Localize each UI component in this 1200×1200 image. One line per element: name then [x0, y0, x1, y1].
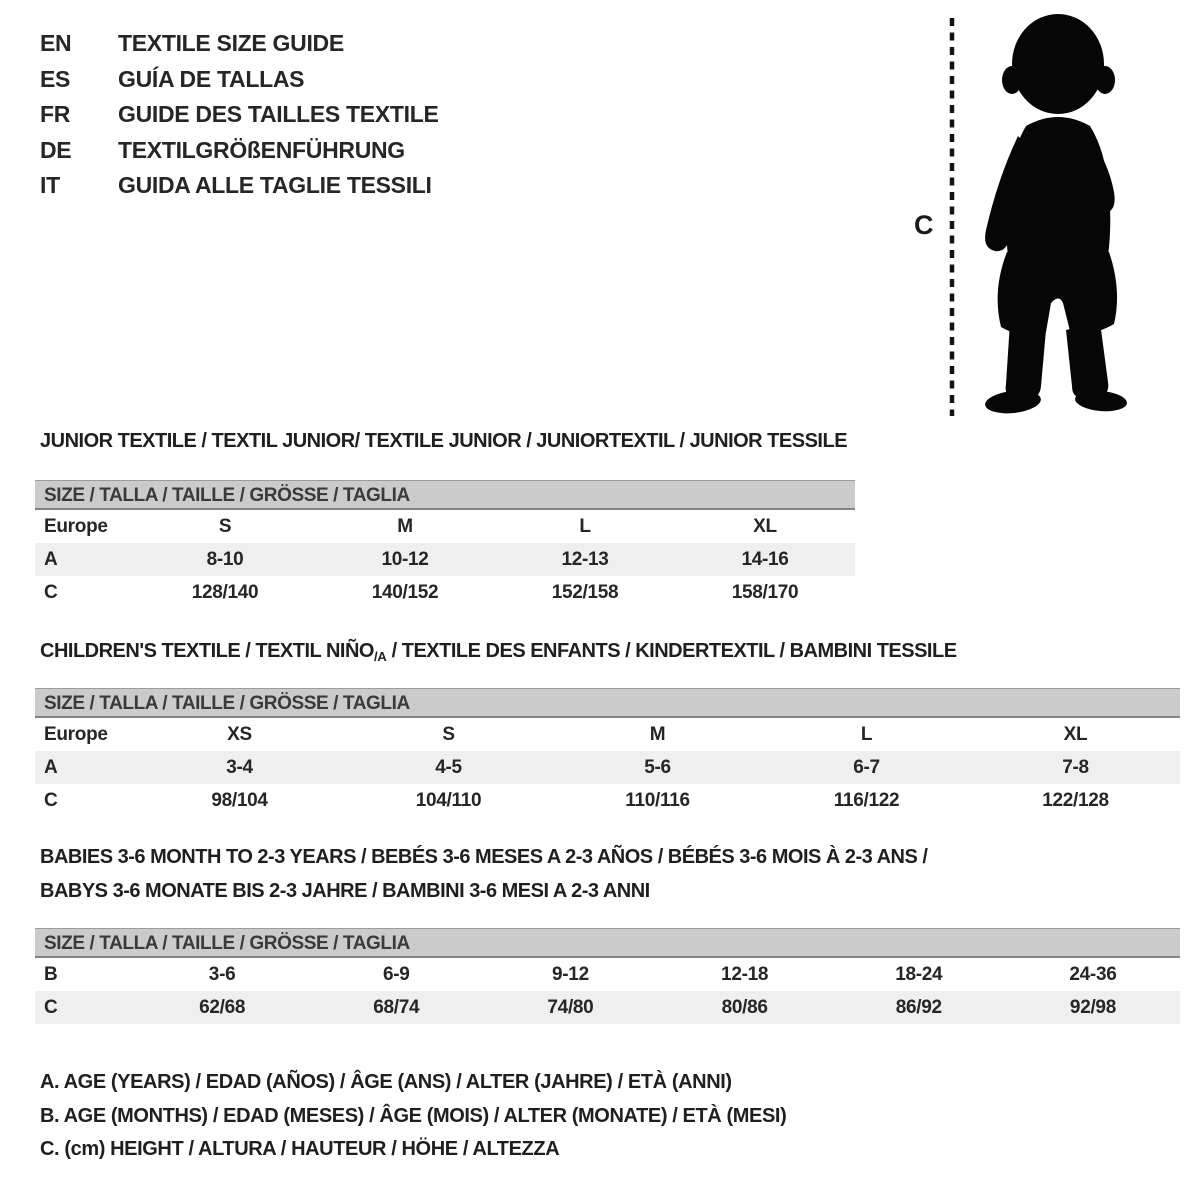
table-row-age — [35, 751, 1180, 784]
language-code: IT — [40, 172, 60, 199]
height-cell: 98/104 — [211, 790, 268, 811]
size-cell: L — [860, 724, 873, 745]
table-row-height — [35, 991, 1180, 1024]
age-cell: 12-13 — [561, 549, 609, 570]
table-row-height — [35, 576, 855, 609]
size-cell: S — [218, 516, 232, 537]
height-cell: 152/158 — [551, 582, 619, 603]
guide-title-en: TEXTILE SIZE GUIDE — [118, 30, 344, 57]
months-cell: 9-12 — [552, 964, 589, 985]
language-code: FR — [40, 101, 71, 128]
height-cell: 122/128 — [1042, 790, 1109, 811]
height-cell: 158/170 — [731, 582, 799, 603]
language-row — [40, 26, 439, 62]
language-row — [40, 133, 439, 169]
toddler-silhouette — [984, 14, 1128, 416]
language-row — [40, 97, 439, 133]
age-cell: 5-6 — [644, 757, 671, 778]
section-title-junior: JUNIOR TEXTILE / TEXTIL JUNIOR/ TEXTILE JUNIOR / JUNIORTEXTIL / JUNIOR TESSILE — [40, 430, 848, 452]
row-label: A — [44, 549, 58, 570]
height-measure-label: C — [914, 210, 934, 240]
size-cell: S — [442, 724, 455, 745]
language-code: ES — [40, 65, 71, 92]
junior-size-table — [35, 480, 855, 609]
height-cell: 140/152 — [371, 582, 439, 603]
legend — [40, 1066, 786, 1167]
toddler-silhouette-svg — [900, 0, 1190, 432]
height-cell: 74/80 — [547, 997, 594, 1018]
legend-line-a: A. AGE (YEARS) / EDAD (AÑOS) / ÂGE (ANS) / ALTER (JAHRE) / ETÀ (ANNI) — [40, 1071, 732, 1093]
row-label: B — [44, 964, 58, 985]
age-cell: 7-8 — [1062, 757, 1089, 778]
months-cell: 18-24 — [895, 964, 943, 985]
height-cell: 104/110 — [415, 790, 482, 811]
table-row-europe — [35, 718, 1180, 751]
height-cell: 68/74 — [373, 997, 420, 1018]
age-cell: 14-16 — [741, 549, 789, 570]
size-cell: M — [397, 516, 413, 537]
months-cell: 6-9 — [382, 964, 410, 985]
table-row-age — [35, 543, 855, 576]
height-cell: 62/68 — [199, 997, 246, 1018]
section-title-children — [40, 640, 957, 664]
size-cell: XL — [753, 516, 777, 537]
table-header-junior: SIZE / TALLA / TAILLE / GRÖSSE / TAGLIA — [35, 480, 855, 510]
height-cell: 110/116 — [625, 790, 690, 811]
figure-area — [900, 0, 1190, 432]
months-cell: 3-6 — [208, 964, 236, 985]
size-cell: XL — [1063, 724, 1088, 745]
age-cell: 3-4 — [226, 757, 253, 778]
row-label: C — [44, 997, 58, 1018]
row-label: Europe — [44, 516, 108, 537]
row-label: Europe — [44, 724, 108, 745]
table-header-babies: SIZE / TALLA / TAILLE / GRÖSSE / TAGLIA — [35, 928, 1180, 958]
title-subscript: /A — [373, 649, 387, 664]
size-cell: M — [649, 724, 666, 745]
legend-line-b: B. AGE (MONTHS) / EDAD (MESES) / ÂGE (MOIS) / ALTER (MONATE) / ETÀ (MESI) — [40, 1104, 787, 1127]
table-row-height — [35, 784, 1180, 817]
table-header-children: SIZE / TALLA / TAILLE / GRÖSSE / TAGLIA — [35, 688, 1180, 718]
height-cell: 80/86 — [721, 997, 768, 1018]
height-cell: 128/140 — [191, 582, 259, 603]
language-code: EN — [40, 30, 72, 57]
age-cell: 10-12 — [381, 549, 429, 570]
legend-line-c: C. (cm) HEIGHT / ALTURA / HAUTEUR / HÖHE / ALTEZZA — [40, 1138, 560, 1160]
babies-size-table — [35, 928, 1180, 1024]
title-text: CHILDREN'S TEXTILE / TEXTIL NIÑO — [40, 640, 374, 662]
months-cell: 24-36 — [1069, 964, 1117, 985]
row-label: C — [44, 582, 58, 603]
height-cell: 92/98 — [1069, 997, 1116, 1018]
language-row — [40, 168, 439, 204]
children-size-table — [35, 688, 1180, 817]
guide-title-es: GUÍA DE TALLAS — [118, 65, 305, 92]
language-code: DE — [40, 136, 72, 163]
height-cell: 116/122 — [833, 790, 900, 811]
size-cell: XS — [227, 724, 252, 745]
title-text: / TEXTILE DES ENFANTS / KINDERTEXTIL / BAMBINI TESSILE — [386, 640, 957, 662]
language-row — [40, 62, 439, 98]
row-label: C — [44, 790, 58, 811]
section-title-babies-line1: BABIES 3-6 MONTH TO 2-3 YEARS / BEBÉS 3-6 MESES A 2-3 AÑOS / BÉBÉS 3-6 MOIS À 2-3 ANS / — [40, 846, 928, 868]
age-cell: 6-7 — [853, 757, 880, 778]
months-cell: 12-18 — [721, 964, 769, 985]
age-cell: 4-5 — [435, 757, 462, 778]
guide-title-it: GUIDA ALLE TAGLIE TESSILI — [118, 172, 432, 199]
table-row-europe — [35, 510, 855, 543]
height-cell: 86/92 — [895, 997, 942, 1018]
size-cell: L — [579, 516, 591, 537]
age-cell: 8-10 — [206, 549, 244, 570]
language-list — [40, 26, 439, 204]
guide-title-fr: GUIDE DES TAILLES TEXTILE — [118, 101, 439, 128]
table-row-months — [35, 958, 1180, 991]
guide-title-de: TEXTILGRÖßENFÜHRUNG — [118, 136, 405, 163]
row-label: A — [44, 757, 58, 778]
section-title-babies-line2: BABYS 3-6 MONATE BIS 2-3 JAHRE / BAMBINI 3-6 MESI A 2-3 ANNI — [40, 880, 650, 902]
